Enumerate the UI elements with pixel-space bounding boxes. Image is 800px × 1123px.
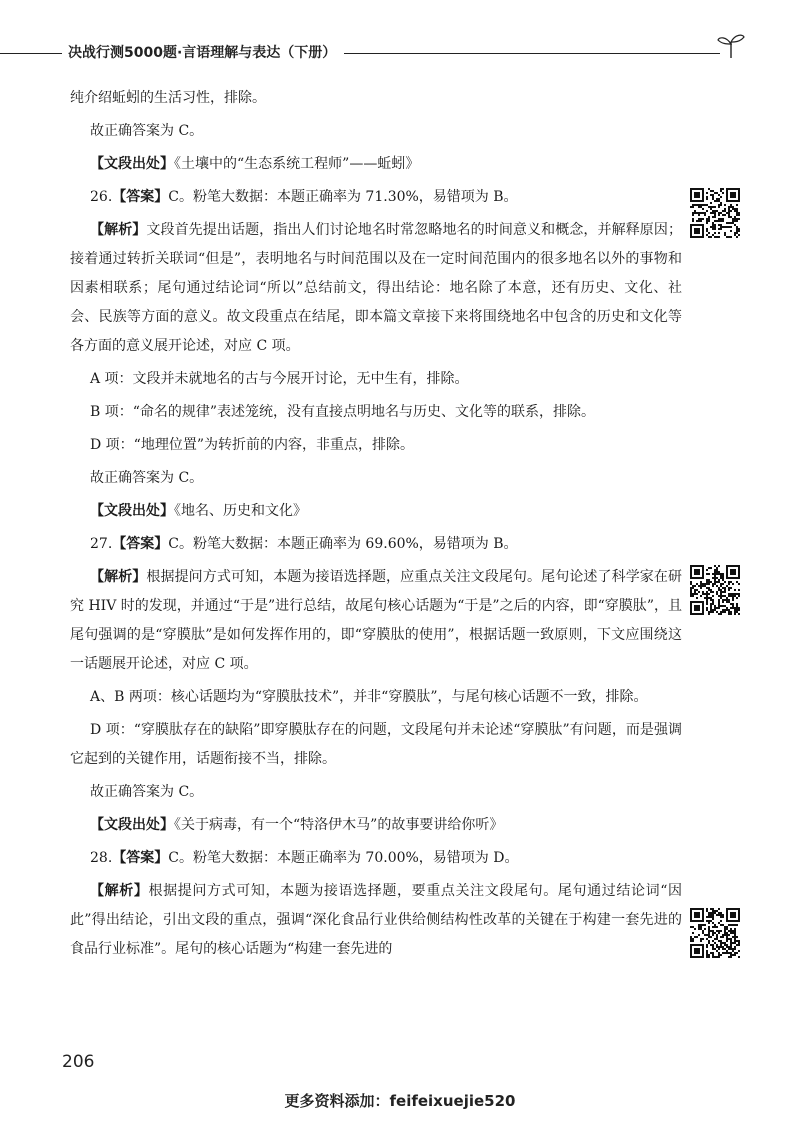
option-d-27: D 项：“穿膜肽存在的缺陷”即穿膜肽存在的问题，文段尾句并未论述“穿膜肽”有问题，而是强调它起到的关键作用，话题衔接不当，排除。 bbox=[70, 722, 682, 767]
analysis-28: 【解析】根据提问方式可知，本题为接语选择题，要重点关注文段尾句。尾句通过结论词“因此”得出结论，引出文段的重点，强调“深化食品行业供给侧结构性改革的关键在于构建一套先进的食品行业标准”。尾句的核心话题为“构建一套先进的 bbox=[70, 883, 682, 957]
qr-code-icon bbox=[690, 188, 740, 238]
option-b-26: B 项：“命名的规律”表述笼统，没有直接点明地名与历史、文化等的联系，排除。 bbox=[90, 404, 596, 420]
analysis-26: 【解析】文段首先提出话题，指出人们讨论地名时常忽略地名的时间意义和概念，并解释原因；接着通过转折关联词“但是”，表明地名与时间范围以及在一定时间范围内的很多地名以外的事物和因素相联系；尾句通过结论词“所以”总结前文，得出结论：地名除了本意，还有历史、文化、社会、民族等方面的意义。故文段重点在结尾，即本篇文章接下来将围绕地名中包含的历史和文化等各方面的意义展开论述，对应 C 项。 bbox=[70, 222, 682, 354]
option-ab-27: A、B 两项：核心话题均为“穿膜肽技术”，并非“穿膜肽”，与尾句核心话题不一致，排除。 bbox=[90, 689, 648, 705]
source-label: 【文段出处】 bbox=[90, 156, 174, 172]
page-body bbox=[70, 84, 682, 968]
footer-note: 更多资料添加：feifeixuejie520 bbox=[284, 1092, 516, 1110]
answer-label: 【答案】 bbox=[112, 189, 169, 205]
answer-line-27: 27.【答案】C。粉笔大数据：本题正确率为 69.60%，易错项为 B。 bbox=[90, 536, 518, 552]
analysis-27: 【解析】根据提问方式可知，本题为接语选择题，应重点关注文段尾句。尾句论述了科学家在研究 HIV 时的发现，并通过“于是”进行总结，故尾句核心话题为“于是”之后的内容，即“穿膜肽”，且尾句强调的是“穿膜肽”是如何发挥作用的，即“穿膜肽的使用”，根据话题一致原则，下文应围绕这一话题展开论述，对应 C 项。 bbox=[70, 569, 682, 672]
header-rule-right bbox=[344, 53, 720, 54]
answer-line-26: 26.【答案】C。粉笔大数据：本题正确率为 71.30%，易错项为 B。 bbox=[90, 189, 518, 205]
qr-code-icon bbox=[690, 908, 740, 958]
option-d-26: D 项：“地理位置”为转折前的内容，非重点，排除。 bbox=[90, 437, 414, 453]
paragraph: 故正确答案为 C。 bbox=[90, 123, 204, 139]
analysis-label: 【解析】 bbox=[90, 883, 149, 899]
analysis-label: 【解析】 bbox=[90, 569, 147, 585]
source-line: 【文段出处】《地名、历史和文化》 bbox=[90, 503, 307, 519]
sprout-icon bbox=[716, 32, 746, 60]
answer-line-28: 28.【答案】C。粉笔大数据：本题正确率为 70.00%，易错项为 D。 bbox=[90, 850, 519, 866]
answer-label: 【答案】 bbox=[112, 536, 169, 552]
paragraph: 纯介绍蚯蚓的生活习性，排除。 bbox=[70, 90, 266, 106]
source-line: 【文段出处】《土壤中的“生态系统工程师”——蚯蚓》 bbox=[90, 156, 420, 172]
conclusion-26: 故正确答案为 C。 bbox=[90, 470, 204, 486]
running-header bbox=[0, 38, 800, 66]
source-label: 【文段出处】 bbox=[90, 503, 174, 519]
header-title: 决战行测5000题·言语理解与表达（下册） bbox=[68, 45, 337, 61]
header-rule-left bbox=[0, 53, 62, 54]
analysis-label: 【解析】 bbox=[90, 222, 147, 238]
conclusion-27: 故正确答案为 C。 bbox=[90, 784, 204, 800]
source-label: 【文段出处】 bbox=[90, 817, 174, 833]
option-a-26: A 项：文段并未就地名的古与今展开讨论，无中生有，排除。 bbox=[90, 371, 469, 387]
answer-label: 【答案】 bbox=[112, 850, 169, 866]
page-number: 206 bbox=[62, 1052, 95, 1072]
qr-code-icon bbox=[690, 565, 740, 615]
source-line: 【文段出处】《关于病毒，有一个“特洛伊木马”的故事要讲给你听》 bbox=[90, 817, 504, 833]
